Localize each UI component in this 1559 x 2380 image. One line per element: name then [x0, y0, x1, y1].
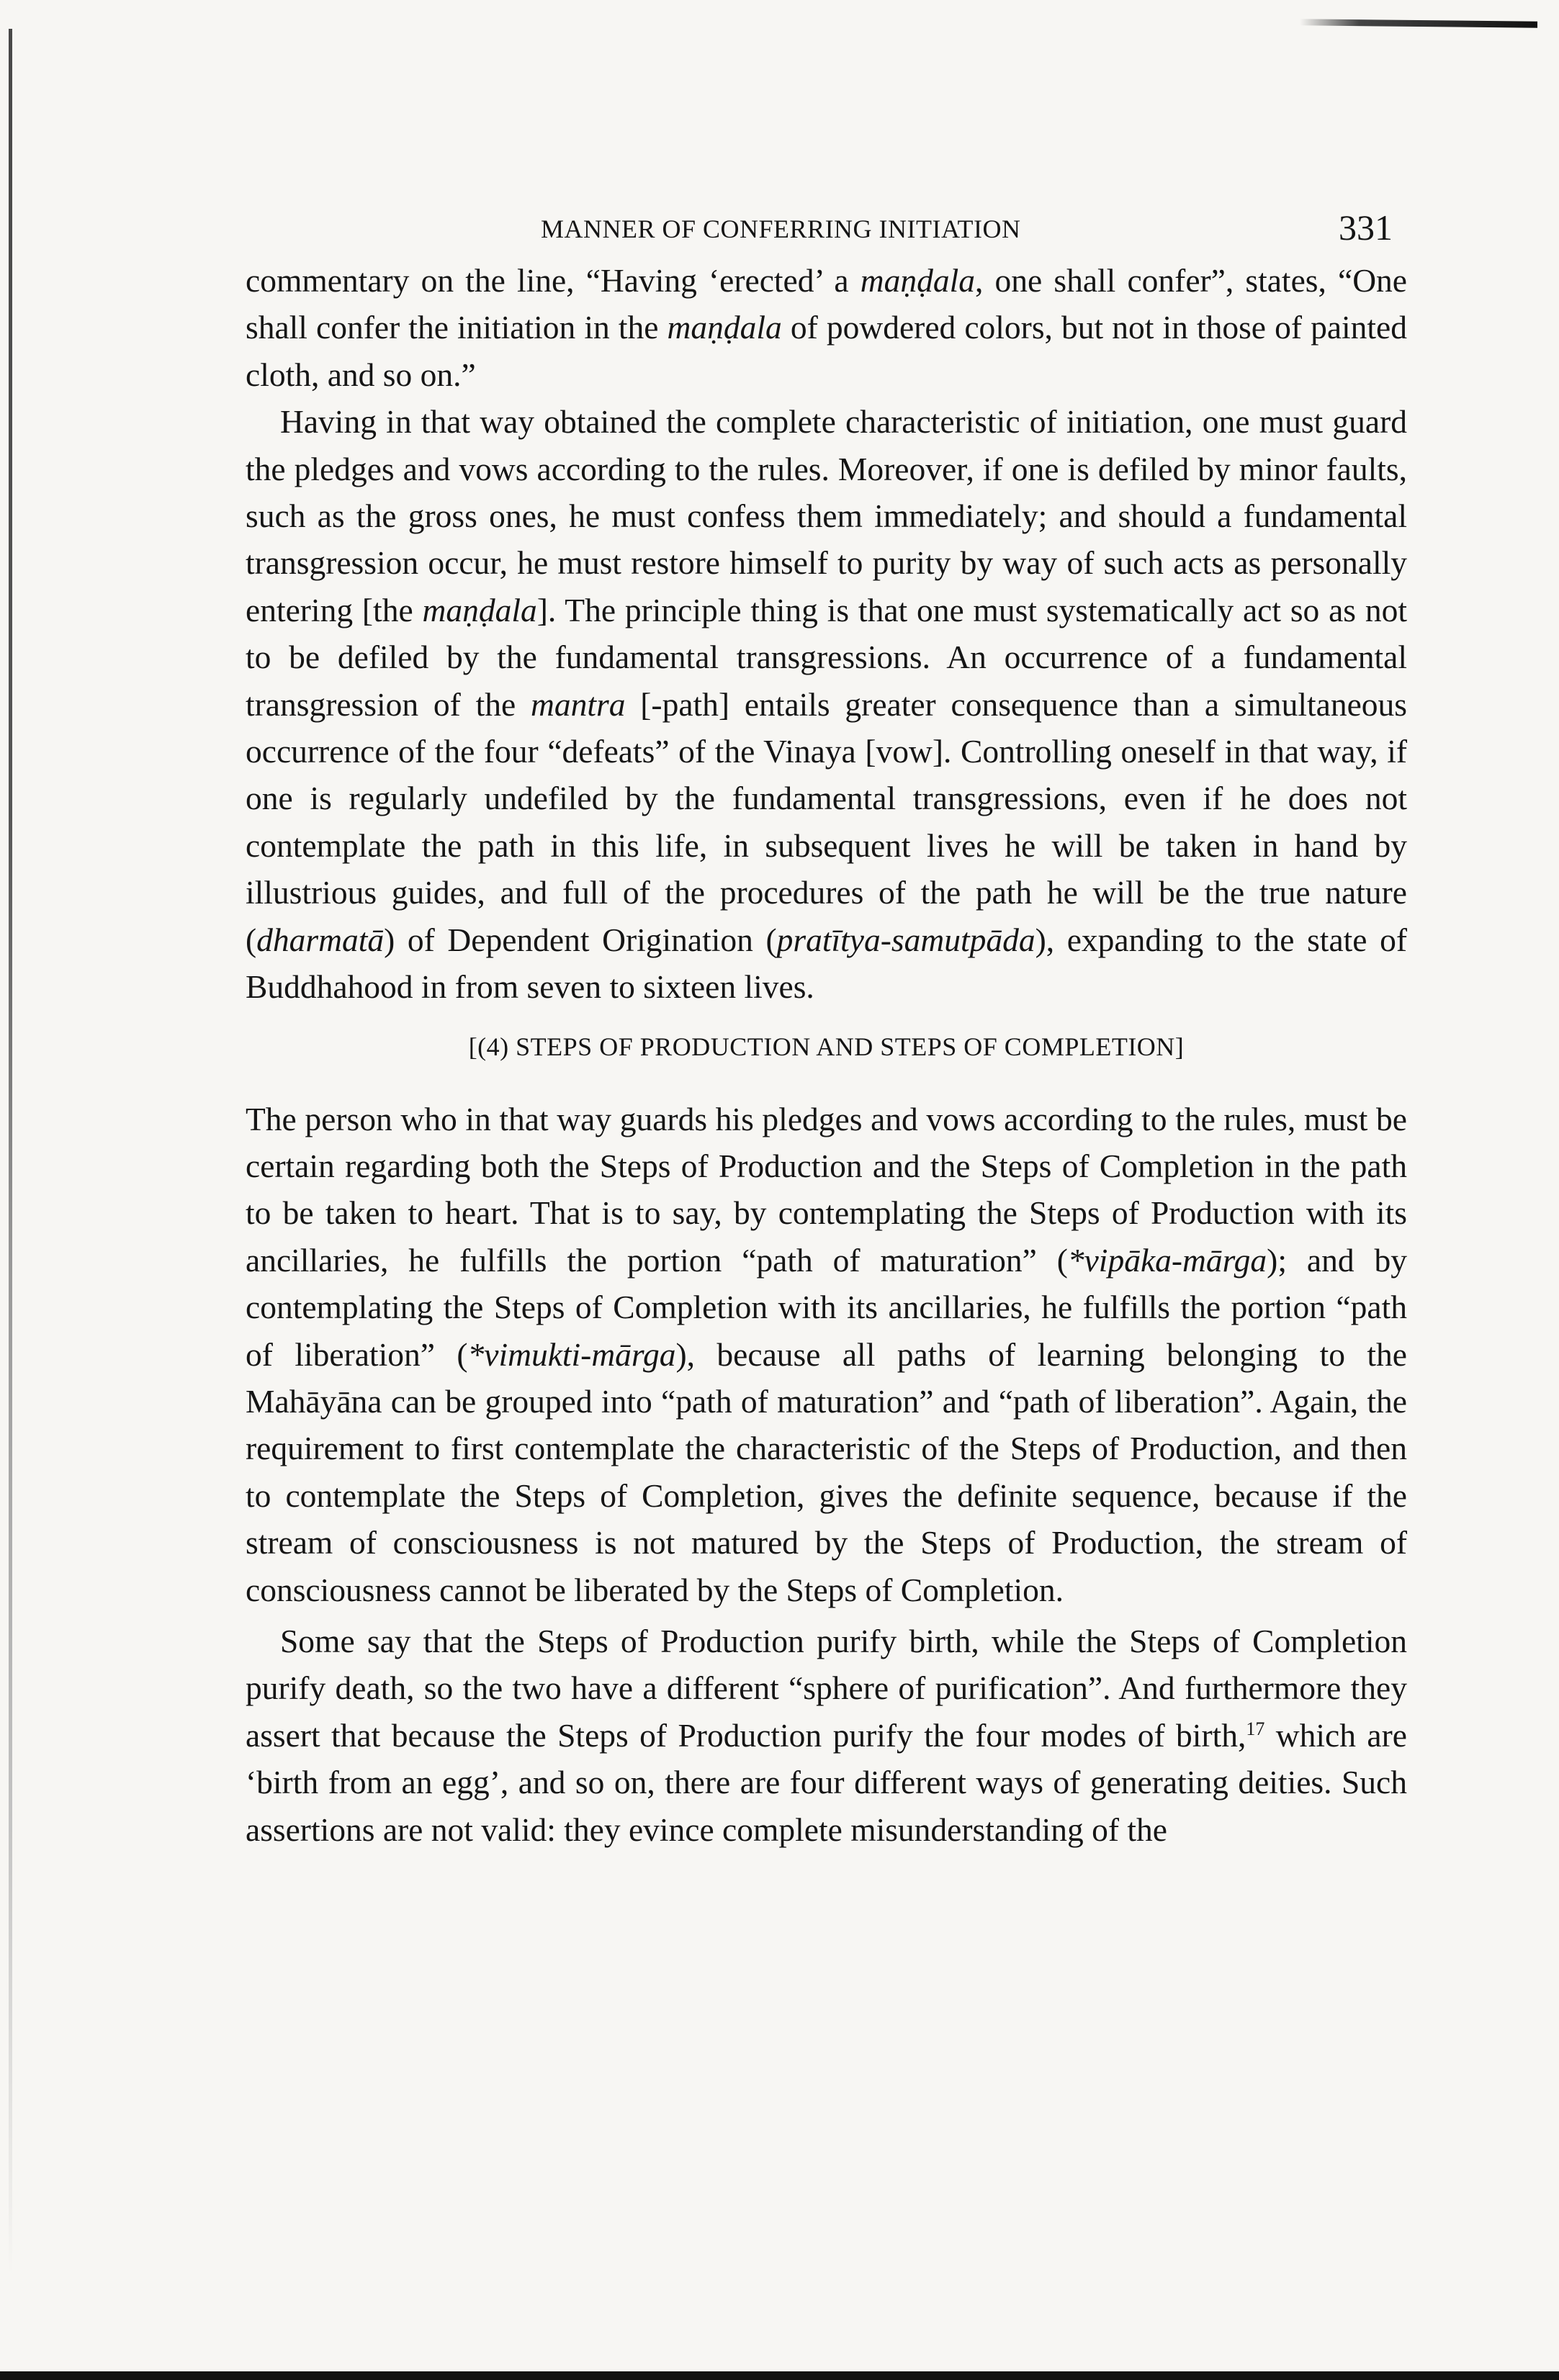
- text-block: [246, 207, 1407, 1853]
- footnote-marker: 17: [1246, 1718, 1265, 1739]
- page-number: 331: [1339, 207, 1393, 248]
- scan-shadow-left: [9, 29, 12, 2275]
- paragraph-2: Having in that way obtained the complete characteristic of initiation, one must guard the pledges and vows according to the rules. Moreover, if one is defiled by minor faults, such as the gross ones, he must confess them immediately; and should a fundamental transgression occur, he must restore himself to purity by way of such acts as personally entering [the maṇḍala]. The principle thing is that one must systematically act so as not to be defiled by the fundamental transgressions. An occurrence of a fundamental transgression of the mantra [-path] entails greater consequence than a simultaneous occurrence of the four “defeats” of the Vinaya [vow]. Controlling oneself in that way, if one is regularly undefiled by the fundamental transgressions, even if he does not contemplate the path in this life, in subsequent lives he will be taken in hand by illustrious guides, and full of the procedures of the path he will be the true nature (dharmatā) of Dependent Origination (pratītya-samutpāda), expanding to the state of Buddhahood in from seven to sixteen lives.: [246, 403, 1407, 1006]
- paragraph-3: The person who in that way guards his pledges and vows according to the rules, must be certain regarding both the Steps of Production and the Steps of Completion in the path to be taken to heart. That is to say, by contemplating the Steps of Production with its ancillaries, he fulfills the portion “path of maturation” (*vipāka-mārga); and by contemplating the Steps of Completion with its ancillaries, he fulfills the portion “path of liberation” (*vimukti-mārga), because all paths of learning belonging to the Mahāyāna can be grouped into “path of maturation” and “path of liberation”. Again, the requirement to first contemplate the characteristic of the Steps of Production, and then to contemplate the Steps of Completion, gives the definite sequence, because if the stream of consciousness is not matured by the Steps of Production, the stream of consciousness cannot be liberated by the Steps of Completion.: [246, 1100, 1407, 1608]
- scan-shadow-bottom: [0, 2371, 1559, 2380]
- running-title: MANNER OF CONFERRING INITIATION: [541, 215, 1021, 243]
- scan-shadow-top: [1300, 19, 1537, 27]
- running-header: [246, 207, 1407, 257]
- paragraph-4: Some say that the Steps of Production purify birth, while the Steps of Completion purify death, so the two have a different “sphere of purification”. And furthermore they assert that because the Steps of Production purify the four modes of birth,$^{17}$ which are ‘birth from an egg’, and so on, there are four different ways of generating deities. Such assertions are not valid: they evince complete misunderstanding of the: [246, 1622, 1407, 1848]
- paragraph-1: commentary on the line, “Having ‘erected’ a maṇḍala, one shall confer”, states, “One shall confer the initiation in the maṇḍala of powdered colors, but not in those of painted cloth, and so on.”: [246, 262, 1408, 393]
- section-heading: [(4) STEPS OF PRODUCTION AND STEPS OF COMPLETION]: [468, 1032, 1185, 1061]
